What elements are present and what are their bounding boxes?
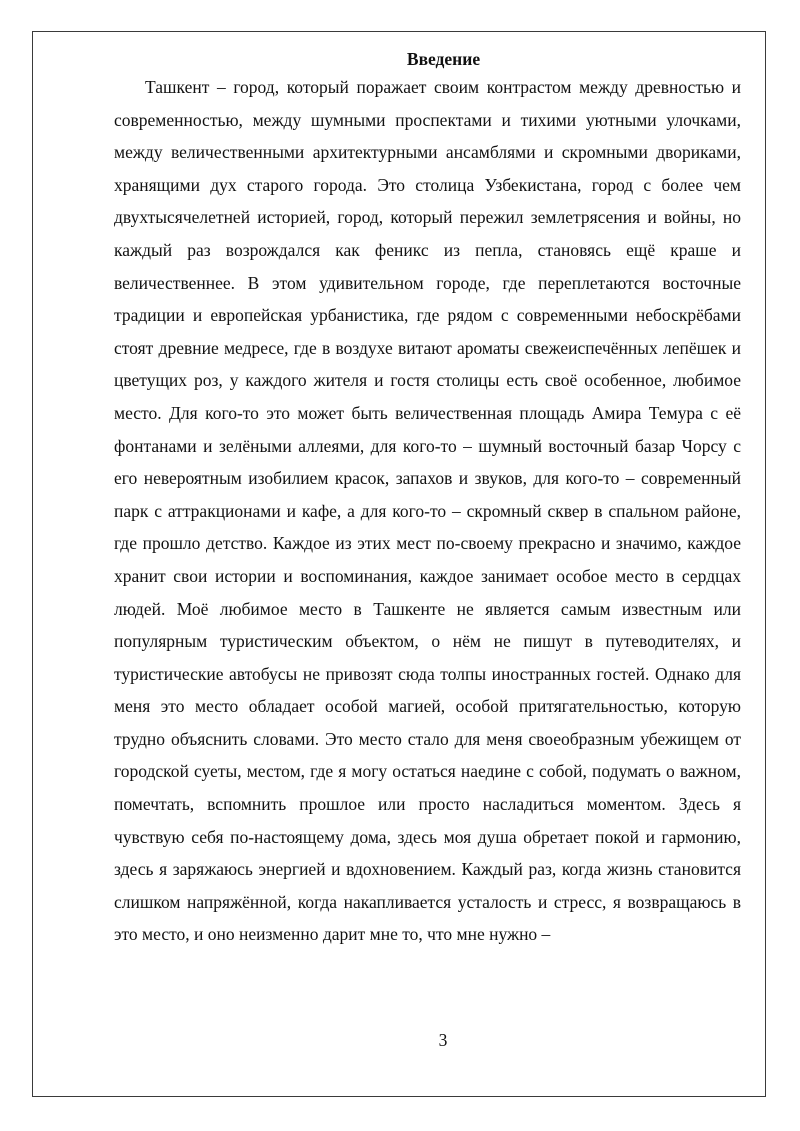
page-number: 3 [438, 1030, 448, 1050]
page-content [114, 47, 741, 951]
intro-paragraph: Ташкент – город, который поражает своим контрастом между древностью и современностью, между шумными проспектами и тихими уютными улочками, между величественными архитектурными ансамблями и скромными двориками, хранящими дух старого города. Это столица Узбекистана, город с более чем двухтысячелетней историей, город, который пережил землетрясения и войны, но каждый раз возрождался как феникс из пепла, становясь ещё краше и величественнее. В этом удивительном городе, где переплетаются восточные традиции и европейская урбанистика, где рядом с современными небоскрёбами стоят древние медресе, где в воздухе витают ароматы свежеиспечённых лепёшек и цветущих роз, у каждого жителя и гостя столицы есть своё особенное, любимое место. Для кого-то это может быть величественная площадь Амира Темура с её фонтанами и зелёными аллеями, для кого-то – шумный восточный базар Чорсу с его невероятным изобилием красок, запахов и звуков, для кого-то – современный парк с аттракционами и кафе, а для кого-то – скромный сквер в спальном районе, где прошло детство. Каждое из этих мест по-своему прекрасно и значимо, каждое хранит свои истории и воспоминания, каждое занимает особое место в сердцах людей. Моё любимое место в Ташкенте не является самым известным или популярным туристическим объектом, о нём не пишут в путеводителях, и туристические автобусы не привозят сюда толпы иностранных гостей. Однако для меня это место обладает особой магией, особой притягательностью, которую трудно объяснить словами. Это место стало для меня своеобразным убежищем от городской суеты, местом, где я могу остаться наедине с собой, подумать о важном, помечтать, вспомнить прошлое или просто насладиться моментом. Здесь я чувствую себя по-настоящему дома, здесь моя душа обретает покой и гармонию, здесь я заряжаюсь энергией и вдохновением. Каждый раз, когда жизнь становится слишком напряжённой, когда накапливается усталость и стресс, я возвращаюсь в это место, и оно неизменно дарит мне то, что мне нужно – [114, 77, 741, 945]
page-title: Введение [406, 49, 481, 69]
